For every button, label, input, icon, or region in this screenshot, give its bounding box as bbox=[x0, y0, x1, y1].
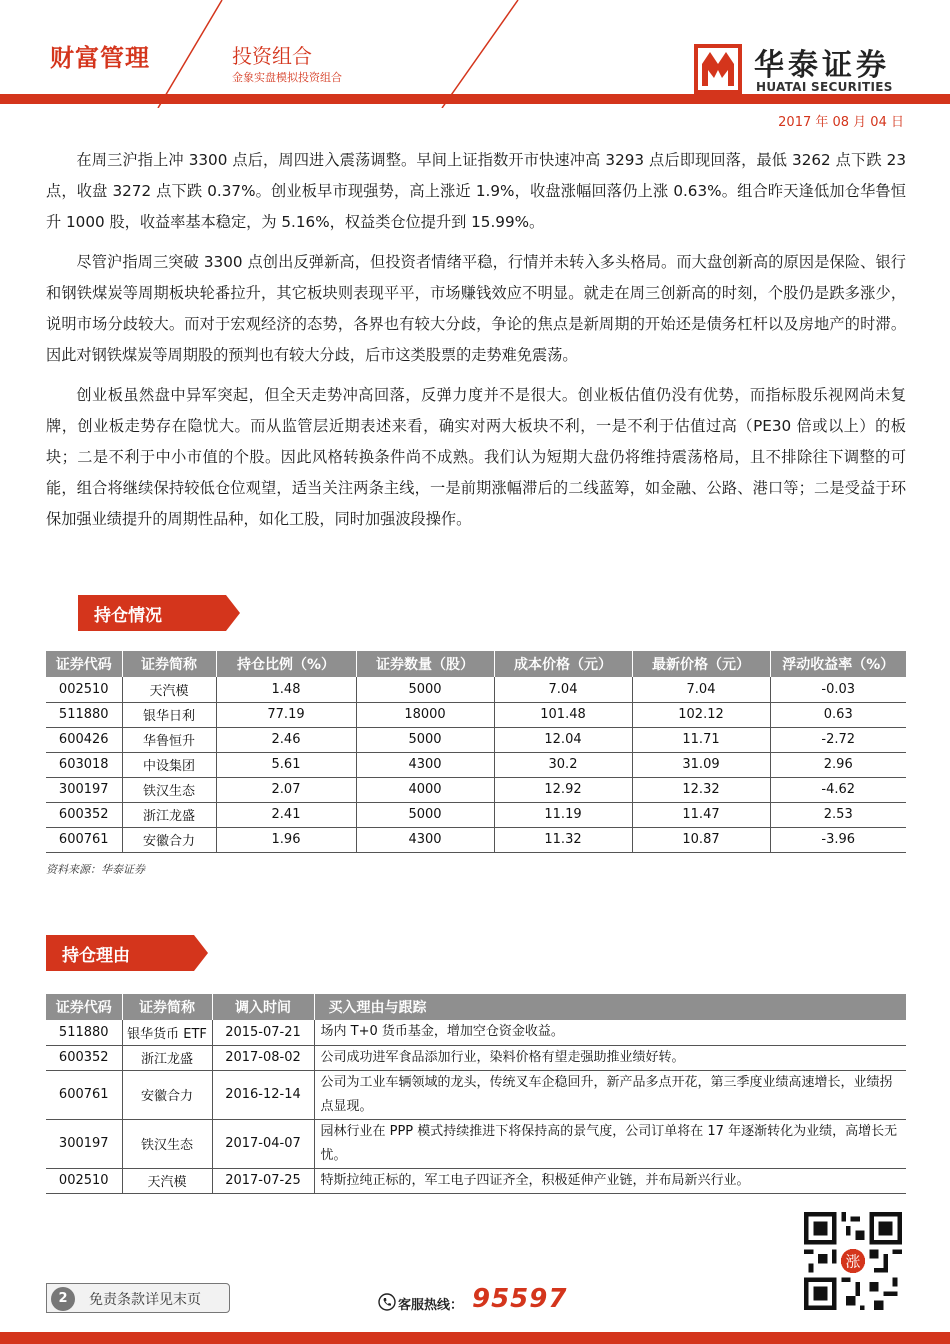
table-cell: 603018 bbox=[46, 752, 122, 777]
table-cell: 300197 bbox=[46, 777, 122, 802]
huatai-logo-icon bbox=[694, 44, 742, 94]
table-cell: 7.04 bbox=[494, 677, 632, 702]
table-cell: 12.04 bbox=[494, 727, 632, 752]
table-row bbox=[46, 1070, 906, 1119]
table-cell: 2016-12-14 bbox=[212, 1070, 314, 1119]
column-header: 浮动收益率（%） bbox=[770, 651, 906, 677]
table-cell: 77.19 bbox=[216, 702, 356, 727]
column-header: 持仓比例（%） bbox=[216, 651, 356, 677]
table-cell: 5000 bbox=[356, 727, 494, 752]
table-cell: 31.09 bbox=[632, 752, 770, 777]
table-row bbox=[46, 1119, 906, 1168]
table-cell: 12.92 bbox=[494, 777, 632, 802]
table-cell: 511880 bbox=[46, 1020, 122, 1045]
table-cell: 5000 bbox=[356, 677, 494, 702]
table-cell: 002510 bbox=[46, 677, 122, 702]
table-row bbox=[46, 1020, 906, 1045]
table-cell: 300197 bbox=[46, 1119, 122, 1168]
hotline-label: 客服热线： bbox=[398, 1298, 464, 1313]
table-row bbox=[46, 677, 906, 702]
table-row bbox=[46, 752, 906, 777]
table-cell: 4000 bbox=[356, 777, 494, 802]
table-cell: 7.04 bbox=[632, 677, 770, 702]
table-cell: 公司成功进军食品添加行业，染料价格有望走强助推业绩好转。 bbox=[314, 1045, 906, 1070]
table-cell: 2.41 bbox=[216, 802, 356, 827]
page-number: 2 bbox=[51, 1287, 75, 1311]
table-row bbox=[46, 1045, 906, 1070]
table-cell: 2.96 bbox=[770, 752, 906, 777]
paragraph: 在周三沪指上冲 3300 点后，周四进入震荡调整。早间上证指数开市快速冲高 3293 点后即现回落，最低 3262 点下跌 23 点，收盘 3272 点下跌 0.37%。创业板早市现强势，高上涨近 1.9%，收盘涨幅回落仍上涨 0.63%。组合昨天逢低加仓华鲁恒升 1000 股，收益率基本稳定，为 5.16%，权益类仓位提升到 15.99%。 bbox=[46, 151, 906, 231]
table-cell: 浙江龙盛 bbox=[122, 1045, 212, 1070]
table-row bbox=[46, 1168, 906, 1193]
holdings-banner bbox=[78, 595, 240, 631]
reasons-banner bbox=[46, 935, 208, 971]
table-cell: -0.03 bbox=[770, 677, 906, 702]
table-cell: 102.12 bbox=[632, 702, 770, 727]
holdings-table bbox=[46, 651, 906, 853]
brand-title: 财富管理 bbox=[50, 44, 150, 72]
table-cell: 600352 bbox=[46, 1045, 122, 1070]
column-header: 证券简称 bbox=[122, 994, 212, 1020]
column-header: 调入时间 bbox=[212, 994, 314, 1020]
commentary bbox=[46, 145, 906, 544]
qr-code-icon bbox=[804, 1212, 902, 1310]
table-cell: 铁汉生态 bbox=[122, 1119, 212, 1168]
table-cell: 2.07 bbox=[216, 777, 356, 802]
table-cell: 1.48 bbox=[216, 677, 356, 702]
table-cell: 2017-08-02 bbox=[212, 1045, 314, 1070]
table-cell: 18000 bbox=[356, 702, 494, 727]
company-name-cn: 华泰证券 bbox=[754, 48, 890, 83]
table-cell: 600761 bbox=[46, 1070, 122, 1119]
table-row bbox=[46, 702, 906, 727]
table-cell: 天汽模 bbox=[122, 1168, 212, 1193]
table-cell: 特斯拉纯正标的，军工电子四证齐全，积极延伸产业链，并布局新兴行业。 bbox=[314, 1168, 906, 1193]
report-date: 2017 年 08 月 04 日 bbox=[778, 115, 904, 130]
table-cell: 600352 bbox=[46, 802, 122, 827]
column-header: 证券数量（股） bbox=[356, 651, 494, 677]
table-cell: 铁汉生态 bbox=[122, 777, 216, 802]
table-cell: 11.19 bbox=[494, 802, 632, 827]
page-footer-badge bbox=[46, 1283, 230, 1313]
column-header: 成本价格（元） bbox=[494, 651, 632, 677]
table-cell: 场内 T+0 货币基金，增加空仓资金收益。 bbox=[314, 1020, 906, 1045]
paragraph: 创业板虽然盘中异军突起，但全天走势冲高回落，反弹力度并不是很大。创业板估值仍没有优势，而指标股乐视网尚未复牌，创业板走势存在隐忧大。而从监管层近期表述来看，确实对两大板块不利，一是不利于估值过高（PE30 倍或以上）的板块；二是不利于中小市值的个股。因此风格转换条件尚不成熟。我们认为短期大盘仍将维持震荡格局，且不排除往下调整的可能，组合将继续保持较低仓位观望，适当关注两条主线，一是前期涨幅滞后的二线蓝筹，如金融、公路、港口等；二是受益于环保加强业绩提升的周期性品种，如化工股，同时加强波段操作。 bbox=[46, 386, 906, 528]
table-cell: 公司为工业车辆领域的龙头，传统叉车企稳回升，新产品多点开花，第三季度业绩高速增长，业绩拐点显现。 bbox=[314, 1070, 906, 1119]
table-cell: 5.61 bbox=[216, 752, 356, 777]
table-cell: 511880 bbox=[46, 702, 122, 727]
company-name-en: HUATAI SECURITIES bbox=[756, 80, 893, 94]
table-cell: 4300 bbox=[356, 827, 494, 852]
table-cell: 4300 bbox=[356, 752, 494, 777]
disclaimer-link[interactable]: 免责条款详见末页 bbox=[89, 1292, 201, 1308]
table-cell: 2015-07-21 bbox=[212, 1020, 314, 1045]
table-cell: 11.32 bbox=[494, 827, 632, 852]
table-header-row bbox=[46, 651, 906, 677]
reasons-banner-label: 持仓理由 bbox=[62, 946, 130, 966]
table-cell: -4.62 bbox=[770, 777, 906, 802]
table-cell: 2.53 bbox=[770, 802, 906, 827]
table-cell: 银华日利 bbox=[122, 702, 216, 727]
table-cell: 2017-07-25 bbox=[212, 1168, 314, 1193]
column-header: 最新价格（元） bbox=[632, 651, 770, 677]
table-row bbox=[46, 827, 906, 852]
table-cell: 银华货币 ETF bbox=[122, 1020, 212, 1045]
column-header: 证券代码 bbox=[46, 994, 122, 1020]
data-source-note: 资料来源：华泰证券 bbox=[46, 863, 145, 876]
footer-bar bbox=[0, 1332, 950, 1344]
table-cell: 10.87 bbox=[632, 827, 770, 852]
table-cell: -3.96 bbox=[770, 827, 906, 852]
table-cell: 浙江龙盛 bbox=[122, 802, 216, 827]
section-title: 投资组合 bbox=[232, 44, 312, 68]
table-cell: 5000 bbox=[356, 802, 494, 827]
column-header: 买入理由与跟踪 bbox=[314, 994, 906, 1020]
reasons-table bbox=[46, 994, 906, 1194]
table-cell: 中设集团 bbox=[122, 752, 216, 777]
table-cell: 12.32 bbox=[632, 777, 770, 802]
table-cell: 园林行业在 PPP 模式持续推进下将保持高的景气度，公司订单将在 17 年逐渐转化为业绩，高增长无忧。 bbox=[314, 1119, 906, 1168]
table-cell: 600761 bbox=[46, 827, 122, 852]
column-header: 证券代码 bbox=[46, 651, 122, 677]
table-cell: 101.48 bbox=[494, 702, 632, 727]
table-cell: 2.46 bbox=[216, 727, 356, 752]
table-cell: 1.96 bbox=[216, 827, 356, 852]
table-cell: 安徽合力 bbox=[122, 1070, 212, 1119]
section-subtitle: 金象实盘模拟投资组合 bbox=[232, 71, 342, 84]
table-cell: 30.2 bbox=[494, 752, 632, 777]
table-cell: 安徽合力 bbox=[122, 827, 216, 852]
table-cell: 11.47 bbox=[632, 802, 770, 827]
hotline-number: 95597 bbox=[472, 1284, 568, 1314]
table-cell: 11.71 bbox=[632, 727, 770, 752]
table-cell: 0.63 bbox=[770, 702, 906, 727]
table-cell: 华鲁恒升 bbox=[122, 727, 216, 752]
table-cell: 2017-04-07 bbox=[212, 1119, 314, 1168]
column-header: 证券简称 bbox=[122, 651, 216, 677]
table-row bbox=[46, 777, 906, 802]
table-header-row bbox=[46, 994, 906, 1020]
table-cell: 600426 bbox=[46, 727, 122, 752]
page-header bbox=[0, 0, 950, 108]
table-row bbox=[46, 802, 906, 827]
phone-icon bbox=[378, 1293, 396, 1311]
table-cell: 002510 bbox=[46, 1168, 122, 1193]
table-row bbox=[46, 727, 906, 752]
table-cell: 天汽模 bbox=[122, 677, 216, 702]
table-cell: -2.72 bbox=[770, 727, 906, 752]
paragraph: 尽管沪指周三突破 3300 点创出反弹新高，但投资者情绪平稳，行情并未转入多头格局。而大盘创新高的原因是保险、银行和钢铁煤炭等周期板块轮番拉升，其它板块则表现平平，市场赚钱效应不明显。就走在周三创新高的时刻，个股仍是跌多涨少，说明市场分歧较大。而对于宏观经济的态势，各界也有较大分歧，争论的焦点是新周期的开始还是债务杠杆以及房地产的时滞。因此对钢铁煤炭等周期股的预判也有较大分歧，后市这类股票的走势难免震荡。 bbox=[46, 253, 906, 364]
holdings-banner-label: 持仓情况 bbox=[94, 606, 162, 626]
qr-badge-text: 涨 bbox=[845, 1252, 861, 1271]
